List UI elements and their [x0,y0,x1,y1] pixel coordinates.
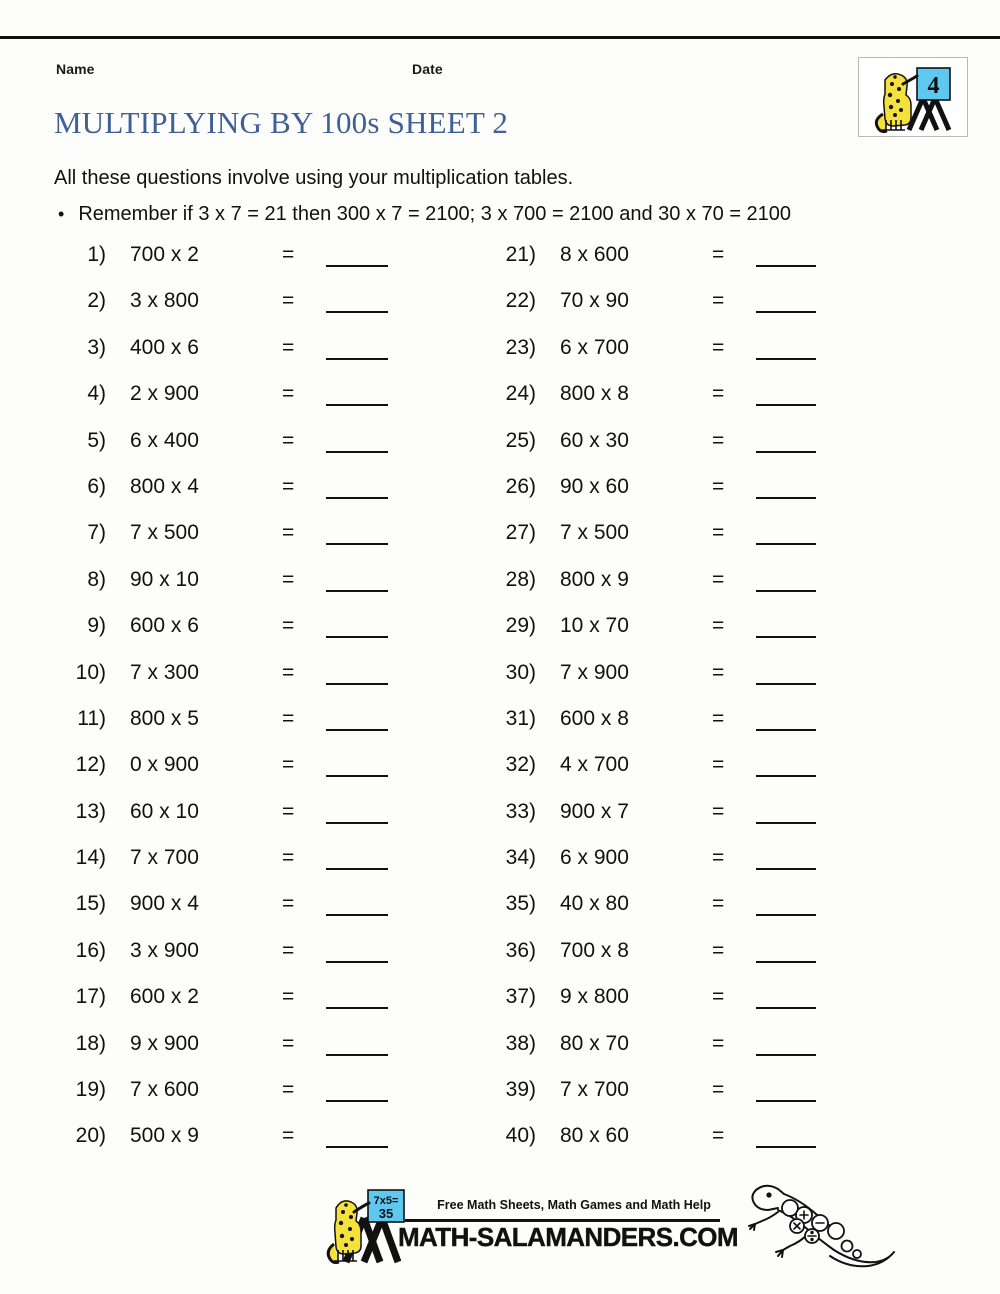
answer-blank[interactable] [756,683,816,685]
question-expression: 7 x 900 [560,660,629,684]
equals-sign: = [712,706,725,730]
question-row [484,429,816,475]
equals-sign: = [282,892,295,916]
question-number: 20) [75,1124,106,1148]
question-row [484,707,816,753]
answer-blank[interactable] [326,1100,388,1102]
equals-sign: = [712,1124,725,1148]
question-number: 10) [75,660,106,684]
question-expression: 800 x 9 [560,567,629,591]
equals-sign: = [712,243,725,266]
answer-blank[interactable] [326,265,388,267]
question-expression: 500 x 9 [130,1124,199,1148]
answer-blank[interactable] [326,358,388,360]
question-expression: 800 x 8 [560,382,629,406]
equals-sign: = [282,799,295,823]
question-expression: 7 x 600 [130,1078,199,1102]
equals-sign: = [282,846,295,870]
question-expression: 80 x 70 [560,1031,629,1055]
equals-sign: = [712,985,725,1009]
question-number: 38) [505,1031,536,1055]
question-row [484,892,816,938]
question-expression: 7 x 700 [130,846,199,870]
answer-blank[interactable] [326,914,388,916]
answer-blank[interactable] [756,961,816,963]
question-expression: 40 x 80 [560,892,629,916]
question-number: 14) [75,846,106,870]
question-expression: 800 x 5 [130,706,199,730]
equals-sign: = [712,428,725,452]
answer-blank[interactable] [326,497,388,499]
equals-sign: = [282,706,295,730]
equals-sign: = [712,1078,725,1102]
answer-blank[interactable] [326,590,388,592]
question-expression: 7 x 700 [560,1078,629,1102]
question-number: 13) [75,799,106,823]
question-row [484,985,816,1031]
answer-blank[interactable] [326,543,388,545]
answer-blank[interactable] [326,1054,388,1056]
answer-blank[interactable] [756,822,816,824]
question-row [54,521,388,567]
question-expression: 6 x 700 [560,335,629,359]
equals-sign: = [712,799,725,823]
question-expression: 9 x 900 [130,1031,199,1055]
equals-sign: = [282,614,295,638]
question-expression: 80 x 60 [560,1124,629,1148]
answer-blank[interactable] [756,1146,816,1148]
question-expression: 7 x 500 [560,521,629,545]
answer-blank[interactable] [326,636,388,638]
question-row [484,800,816,846]
footer-brand: MATH-SALAMANDERS.COM [398,1222,738,1252]
question-number: 19) [75,1078,106,1102]
equals-sign: = [282,1031,295,1055]
question-number: 2) [87,289,106,313]
question-number: 22) [505,289,536,313]
question-number: 31) [505,706,536,730]
question-expression: 600 x 8 [560,706,629,730]
answer-blank[interactable] [326,868,388,870]
question-expression: 3 x 900 [130,938,199,962]
question-row [54,614,388,660]
answer-blank[interactable] [756,1100,816,1102]
question-row [484,661,816,707]
question-number: 40) [505,1124,536,1148]
questions-column-left [54,243,388,1171]
question-row [54,1078,388,1124]
question-row [484,753,816,799]
answer-blank[interactable] [756,404,816,406]
answer-blank[interactable] [756,497,816,499]
question-number: 37) [505,985,536,1009]
equals-sign: = [282,1124,295,1148]
question-number: 35) [505,892,536,916]
question-row [484,289,816,335]
answer-blank[interactable] [756,729,816,731]
question-row [484,521,816,567]
question-expression: 700 x 2 [130,243,199,266]
equals-sign: = [712,938,725,962]
question-expression: 8 x 600 [560,243,629,266]
question-expression: 60 x 30 [560,428,629,452]
question-row [484,614,816,660]
equals-sign: = [282,289,295,313]
question-number: 9) [87,614,106,638]
question-row [54,429,388,475]
equals-sign: = [712,382,725,406]
question-number: 11) [77,706,106,730]
question-number: 15) [75,892,106,916]
question-number: 18) [75,1031,106,1055]
question-row [484,568,816,614]
question-expression: 600 x 6 [130,614,199,638]
answer-blank[interactable] [756,358,816,360]
equals-sign: = [712,335,725,359]
question-number: 29) [505,614,536,638]
question-number: 16) [75,938,106,962]
answer-blank[interactable] [756,265,816,267]
answer-blank[interactable] [326,822,388,824]
question-row [484,939,816,985]
question-expression: 70 x 90 [560,289,629,313]
date-label: Date [412,61,443,77]
question-row [54,800,388,846]
question-number: 27) [505,521,536,545]
question-expression: 7 x 500 [130,521,199,545]
question-row [484,336,816,382]
answer-blank[interactable] [326,1007,388,1009]
page-title: MULTIPLYING BY 100s SHEET 2 [54,105,509,140]
salamander-chalkboard-icon [859,58,967,136]
equals-sign: = [712,474,725,498]
question-expression: 600 x 2 [130,985,199,1009]
answer-blank[interactable] [326,729,388,731]
question-expression: 400 x 6 [130,335,199,359]
answer-blank[interactable] [326,961,388,963]
answer-blank[interactable] [326,451,388,453]
grade-number: 4 [927,73,940,99]
question-expression: 0 x 900 [130,753,199,777]
question-row [54,382,388,428]
equals-sign: = [712,521,725,545]
question-row [54,985,388,1031]
question-number: 25) [505,428,536,452]
question-expression: 90 x 60 [560,474,629,498]
question-number: 7) [87,521,106,545]
answer-blank[interactable] [756,311,816,313]
question-number: 33) [505,799,536,823]
decorative-salamander-icon [742,1168,918,1276]
equals-sign: = [712,1031,725,1055]
answer-blank[interactable] [756,868,816,870]
equals-sign: = [712,567,725,591]
equals-sign: = [282,567,295,591]
equals-sign: = [282,474,295,498]
question-row [484,846,816,892]
question-row [54,707,388,753]
question-number: 4) [87,382,106,406]
header-divider [0,36,1000,39]
question-expression: 3 x 800 [130,289,199,313]
question-expression: 4 x 700 [560,753,629,777]
question-number: 30) [505,660,536,684]
equals-sign: = [282,428,295,452]
equals-sign: = [282,243,295,266]
answer-blank[interactable] [756,1007,816,1009]
question-expression: 700 x 8 [560,938,629,962]
questions-column-right [484,243,816,1171]
question-number: 23) [505,335,536,359]
answer-blank[interactable] [326,404,388,406]
question-row [54,568,388,614]
question-expression: 10 x 70 [560,614,629,638]
question-row [54,846,388,892]
question-number: 3) [87,335,106,359]
question-number: 36) [505,938,536,962]
question-row [484,1078,816,1124]
equals-sign: = [282,753,295,777]
answer-blank[interactable] [326,683,388,685]
name-label: Name [56,61,95,77]
equals-sign: = [282,985,295,1009]
question-number: 12) [75,753,106,777]
answer-blank[interactable] [326,311,388,313]
equals-sign: = [282,660,295,684]
question-row [54,336,388,382]
equals-sign: = [282,938,295,962]
question-expression: 9 x 800 [560,985,629,1009]
equals-sign: = [282,335,295,359]
equals-sign: = [712,660,725,684]
question-expression: 90 x 10 [130,567,199,591]
equals-sign: = [712,892,725,916]
question-number: 24) [505,382,536,406]
site-footer [320,1186,738,1266]
question-expression: 800 x 4 [130,474,199,498]
question-row [54,1032,388,1078]
question-row [484,1032,816,1078]
equals-sign: = [712,846,725,870]
footer-chalkboard-top: 7x5= [373,1195,399,1207]
answer-blank[interactable] [756,775,816,777]
question-row [484,382,816,428]
question-number: 32) [505,753,536,777]
equals-sign: = [282,1078,295,1102]
footer-chalkboard-bottom: 35 [378,1206,394,1221]
equals-sign: = [712,289,725,313]
question-expression: 6 x 900 [560,846,629,870]
answer-blank[interactable] [756,543,816,545]
question-number: 21) [505,243,536,266]
question-row [484,1124,816,1170]
grade-badge [858,57,968,137]
equals-sign: = [282,382,295,406]
answer-blank[interactable] [756,451,816,453]
question-number: 5) [87,428,106,452]
question-expression: 7 x 300 [130,660,199,684]
bullet-icon: • [58,204,65,224]
question-expression: 6 x 400 [130,428,199,452]
intro-bullet-row [58,203,791,226]
answer-blank[interactable] [326,775,388,777]
question-number: 1) [87,243,106,266]
question-expression: 900 x 7 [560,799,629,823]
question-expression: 2 x 900 [130,382,199,406]
intro-bullet-text: Remember if 3 x 7 = 21 then 300 x 7 = 2100; 3 x 700 = 2100 and 30 x 70 = 2100 [78,203,792,225]
question-row [54,475,388,521]
question-expression: 60 x 10 [130,799,199,823]
answer-blank[interactable] [756,914,816,916]
answer-blank[interactable] [326,1146,388,1148]
question-row [54,289,388,335]
question-row [484,475,816,521]
question-number: 28) [505,567,536,591]
question-number: 34) [505,846,536,870]
question-row [54,1124,388,1170]
question-number: 8) [87,567,106,591]
answer-blank[interactable] [756,590,816,592]
answer-blank[interactable] [756,636,816,638]
question-row [484,243,816,289]
intro-text: All these questions involve using your multiplication tables. [54,167,574,189]
question-row [54,661,388,707]
question-row [54,939,388,985]
question-row [54,753,388,799]
question-number: 26) [505,474,536,498]
equals-sign: = [282,521,295,545]
answer-blank[interactable] [756,1054,816,1056]
equals-sign: = [712,614,725,638]
question-row [54,892,388,938]
question-expression: 900 x 4 [130,892,199,916]
question-row [54,243,388,289]
footer-tagline: Free Math Sheets, Math Games and Math Help [437,1198,711,1212]
equals-sign: = [712,753,725,777]
question-number: 39) [505,1078,536,1102]
question-number: 6) [87,474,106,498]
question-number: 17) [75,985,106,1009]
